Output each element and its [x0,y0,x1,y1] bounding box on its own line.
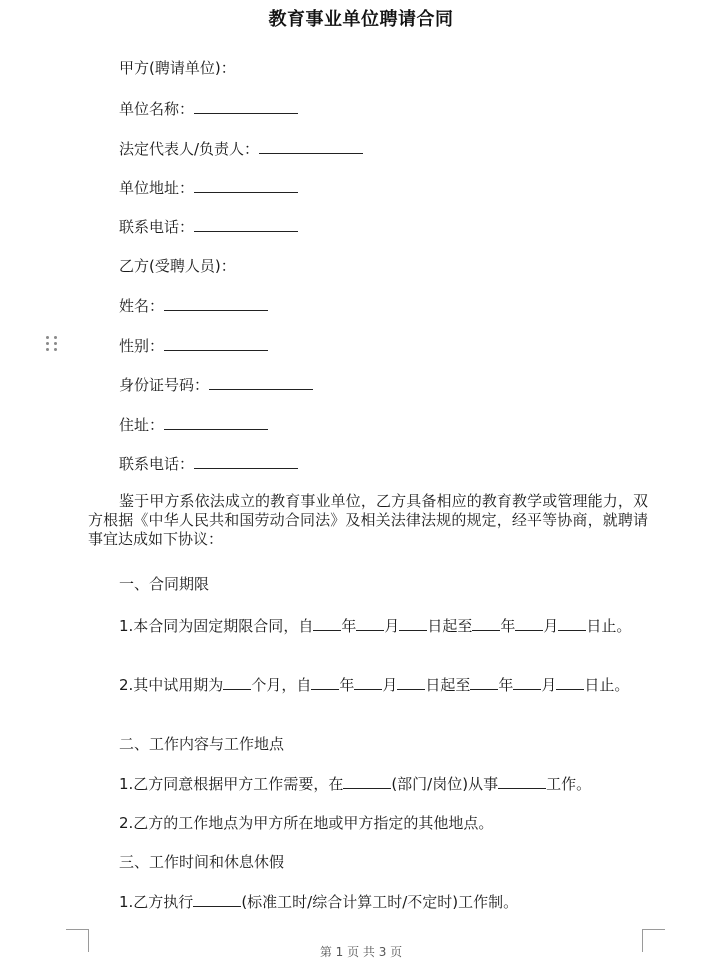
section1-heading: 一、合同期限 [119,575,210,593]
party-a-name-line [119,98,298,119]
s1i1-start-month-blank[interactable] [356,615,384,631]
party-a-address-label: 单位地址： [119,179,195,197]
s1i2-end-day-blank[interactable] [556,674,584,690]
s1i1-end: 日止。 [586,617,632,635]
party-b-id-line [119,374,313,395]
s1i1-end-day-blank[interactable] [558,615,586,631]
party-a-phone-line [119,216,298,237]
party-b-id-blank[interactable] [209,374,313,390]
s1i2-text-day-to: 日起至 [425,676,471,694]
s1i2-end-year-blank[interactable] [470,674,498,690]
party-a-name-label: 单位名称： [119,100,195,118]
s3i1-work-system-blank[interactable] [193,891,241,907]
section3-item1 [119,891,518,912]
party-a-phone-label: 联系电话： [119,218,195,236]
party-b-heading: 乙方(受聘人员)： [119,257,236,275]
party-a-rep-label: 法定代表人/负责人： [119,140,260,158]
s1i2-text-month2: 月 [541,676,557,694]
party-b-phone-line [119,453,298,474]
section2-item1 [119,773,591,794]
page-footer: 第 1 页 共 3 页 [319,945,403,959]
party-b-name-line [119,295,268,316]
s1i1-text-day-to: 日起至 [427,617,473,635]
s1i2-end: 日止。 [584,676,630,694]
party-b-address-label: 住址： [119,416,165,434]
section1-item1 [88,615,648,636]
party-a-address-blank[interactable] [194,177,298,193]
s1i2-start-year-blank[interactable] [311,674,339,690]
s1i1-start-day-blank[interactable] [399,615,427,631]
party-b-gender-line [119,335,268,356]
party-b-address-blank[interactable] [164,414,268,430]
party-a-rep-blank[interactable] [259,138,363,154]
s1i2-start-day-blank[interactable] [397,674,425,690]
s1i2-text-year: 年 [339,676,355,694]
section1-item2 [88,674,648,695]
s1i1-prefix: 1.本合同为固定期限合同，自 [119,617,314,635]
s1i1-text-year2: 年 [500,617,516,635]
s3i1-prefix: 1.乙方执行 [119,893,194,911]
s1i1-end-month-blank[interactable] [515,615,543,631]
party-b-name-blank[interactable] [164,295,268,311]
s2i1-work-blank[interactable] [498,773,546,789]
s1i1-start-year-blank[interactable] [313,615,341,631]
section3-heading: 三、工作时间和休息休假 [119,853,285,871]
party-b-phone-blank[interactable] [194,453,298,469]
s1i1-text-month: 月 [384,617,400,635]
s1i2-prefix: 2.其中试用期为 [119,676,224,694]
party-b-gender-blank[interactable] [164,335,268,351]
s3i1-end: (标准工时/综合计算工时/不定时)工作制。 [241,893,519,911]
s1i2-start-month-blank[interactable] [354,674,382,690]
party-b-id-label: 身份证号码： [119,376,210,394]
section2-heading: 二、工作内容与工作地点 [119,735,285,753]
s2i1-prefix: 1.乙方同意根据甲方工作需要，在 [119,775,344,793]
party-b-gender-label: 性别： [119,337,165,355]
party-a-heading: 甲方(聘请单位)： [119,59,236,77]
s1i2-text-year2: 年 [498,676,514,694]
party-b-name-label: 姓名： [119,297,165,315]
s1i1-end-year-blank[interactable] [472,615,500,631]
s1i2-text-months: 个月，自 [251,676,312,694]
party-a-name-blank[interactable] [194,98,298,114]
s2i1-middle: (部门/岗位)从事 [391,775,499,793]
s1i2-months-blank[interactable] [223,674,251,690]
section2-item2: 2.乙方的工作地点为甲方所在地或甲方指定的其他地点。 [119,814,494,832]
party-a-rep-line [119,138,363,159]
party-a-address-line [119,177,298,198]
party-a-phone-blank[interactable] [194,216,298,232]
document-title: 教育事业单位聘请合同 [268,9,454,30]
party-b-address-line [119,414,268,435]
s2i1-department-blank[interactable] [343,773,391,789]
s1i2-text-month: 月 [382,676,398,694]
party-b-phone-label: 联系电话： [119,455,195,473]
drag-handle-icon[interactable] [46,336,58,352]
s1i1-text-year: 年 [341,617,357,635]
preamble-paragraph: 鉴于甲方系依法成立的教育事业单位，乙方具备相应的教育教学或管理能力，双方根据《中华人民共和国劳动合同法》及相关法律法规的规定，经平等协商，就聘请事宜达成如下协议： [88,492,648,548]
s1i2-end-month-blank[interactable] [513,674,541,690]
s1i1-text-month2: 月 [543,617,559,635]
s2i1-end: 工作。 [546,775,592,793]
